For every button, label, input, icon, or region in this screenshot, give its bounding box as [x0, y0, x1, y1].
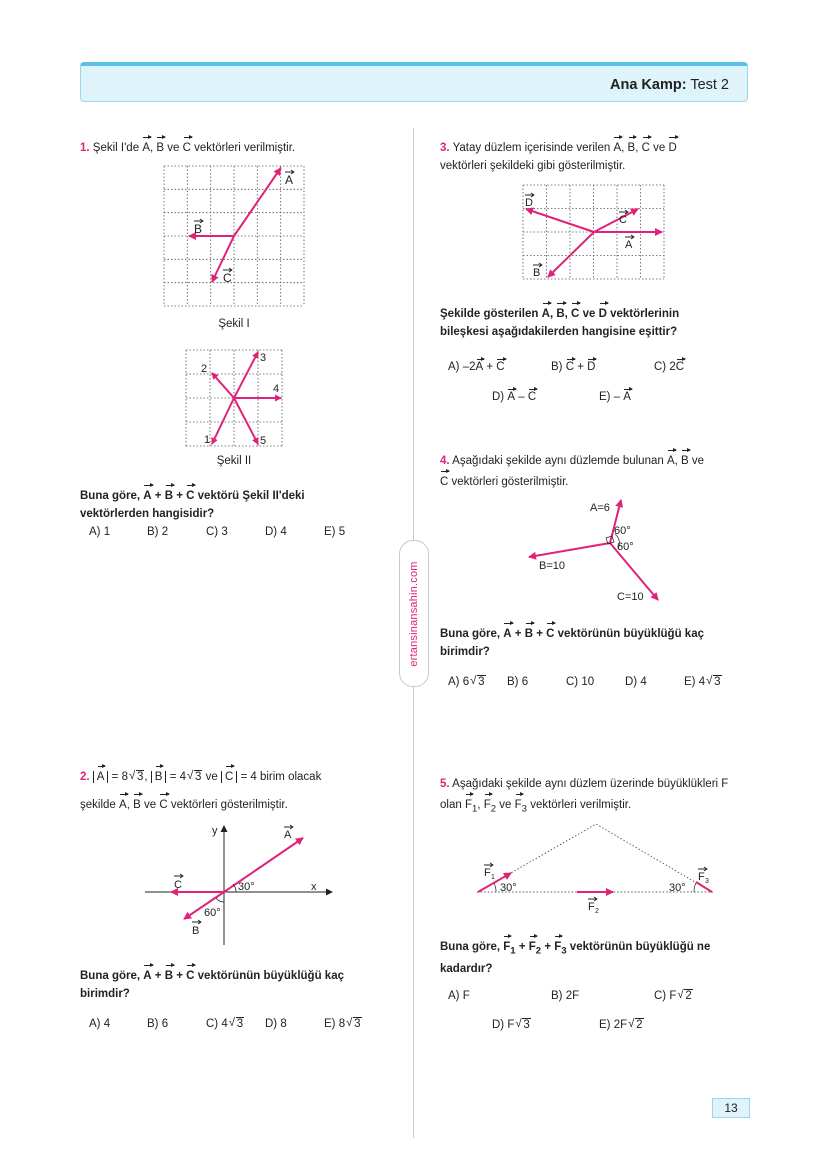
q1-option-a[interactable]: A) 1 — [89, 526, 111, 538]
label-b: B — [194, 222, 203, 236]
q5-figure — [470, 818, 720, 922]
label-b: B — [192, 925, 200, 937]
vector-b — [548, 232, 594, 277]
q3-option-a[interactable]: A) –2A + C — [448, 358, 505, 373]
svg-text:1: 1 — [491, 874, 495, 881]
vector-3 — [234, 352, 258, 398]
label-a: A=6 — [590, 502, 610, 514]
vector-5 — [234, 398, 258, 444]
q5-intro: 5. Aşağıdaki şekilde aynı düzlem üzerinde büyüklükleri F olan $F_1$, $F_2$ ve $F_3$ vektörleri verilmiştir. — [440, 778, 729, 815]
angle-right: 30° — [669, 882, 686, 894]
q2-option-c[interactable]: C) 4√ 3 — [206, 1018, 244, 1030]
page-header — [80, 62, 748, 102]
label-f1: F — [484, 867, 491, 879]
q2-figure — [140, 820, 340, 950]
q4-question: Buna göre, A + B + C vektörünün büyüklüğü kaç birimdir? — [440, 622, 760, 661]
q2-option-e[interactable]: E) 8√ 3 — [324, 1018, 362, 1030]
figure-2-caption: Şekil II — [216, 455, 252, 467]
label-d: D — [525, 197, 533, 209]
q1-option-d[interactable]: D) 4 — [265, 526, 287, 538]
q2-option-a[interactable]: A) 4 — [89, 1018, 111, 1030]
label-c: C — [223, 271, 232, 285]
vector-2 — [212, 373, 234, 398]
label-3: 3 — [260, 352, 267, 364]
label-4: 4 — [273, 383, 280, 395]
q2-option-b[interactable]: B) 6 — [147, 1018, 169, 1030]
q3-option-c[interactable]: C) 2C — [654, 358, 684, 373]
angle-left: 30° — [500, 882, 517, 894]
q3-option-e[interactable]: E) – A — [599, 388, 631, 403]
svg-text:2: 2 — [595, 908, 599, 915]
q4-option-d[interactable]: D) 4 — [625, 676, 647, 688]
q5-option-d[interactable]: D) F√ 3 — [492, 1019, 531, 1031]
y-label: y — [212, 825, 218, 837]
q5-question: Buna göre, $F_1 + F_2 + F_3$ vektörünün büyüklüğü ne kadardır? — [440, 935, 760, 978]
label-5: 5 — [260, 435, 267, 447]
q1-option-c[interactable]: C) 3 — [206, 526, 228, 538]
q5-option-e[interactable]: E) 2F√ 2 — [599, 1019, 644, 1031]
vector-c — [594, 209, 638, 232]
q1-option-e[interactable]: E) 5 — [324, 526, 346, 538]
q1-question: Buna göre, A + B + C vektörü Şekil II'deki vektörlerden hangisidir? — [80, 484, 400, 523]
label-c: C — [174, 879, 182, 891]
vector-a — [224, 838, 303, 892]
label-c: C — [619, 214, 627, 226]
label-a: A — [625, 239, 633, 251]
angle-30: 30° — [238, 881, 255, 893]
angle-60: 60° — [204, 907, 221, 919]
q5-option-a[interactable]: A) F — [448, 990, 470, 1002]
label-c: C=10 — [617, 591, 644, 603]
vector-d — [526, 209, 594, 232]
x-label: x — [311, 881, 317, 893]
q1-option-b[interactable]: B) 2 — [147, 526, 169, 538]
q2-option-d[interactable]: D) 8 — [265, 1018, 287, 1030]
angle-2: 60° — [617, 541, 634, 553]
label-2: 2 — [201, 363, 208, 375]
q2-intro-line2: şekilde A, B ve C vektörleri gösterilmiştir. — [80, 793, 400, 814]
page-number: 13 — [712, 1098, 750, 1118]
q1-figure-1 — [158, 160, 310, 312]
label-1: 1 — [204, 434, 211, 446]
website-tag: ertansinansahin.com — [399, 540, 429, 687]
q4-option-c[interactable]: C) 10 — [566, 676, 595, 688]
test-title: Ana Kamp: Test 2 — [609, 77, 729, 93]
q1-intro: 1. Şekil I'de A, B ve C vektörleri verilmiştir. — [80, 136, 400, 157]
q2-intro: 2. A = 8√ 3, B = 4√ 3 ve C = 4 birim olacak — [80, 765, 400, 786]
label-a: A — [285, 173, 294, 187]
q3-figure — [518, 180, 668, 284]
q4-figure — [520, 492, 680, 608]
q2-question: Buna göre, A + B + C vektörünün büyüklüğü kaç birimdir? — [80, 964, 400, 1003]
label-b: B=10 — [539, 560, 565, 572]
label-f2: F — [588, 901, 595, 913]
q3-question: Şekilde gösterilen A, B, C ve D vektörlerinin bileşkesi aşağıdakilerden hangisine eşittir? — [440, 302, 760, 341]
label-f3: F — [698, 871, 705, 883]
q4-option-e[interactable]: E) 4√ 3 — [684, 676, 722, 688]
q4-option-b[interactable]: B) 6 — [507, 676, 529, 688]
q4-option-a[interactable]: A) 6√ 3 — [448, 676, 486, 688]
label-a: A — [284, 829, 292, 841]
svg-text:3: 3 — [705, 878, 709, 885]
q5-option-b[interactable]: B) 2F — [551, 990, 580, 1002]
angle-1: 60° — [614, 525, 631, 537]
q3-option-b[interactable]: B) C + D — [551, 358, 595, 373]
q5-option-c[interactable]: C) F√ 2 — [654, 990, 693, 1002]
vector-f3 — [696, 882, 712, 892]
q1-figure-2 — [181, 345, 287, 451]
vector-b — [529, 543, 610, 557]
q3-intro: 3. Yatay düzlem içerisinde verilen A, B, C ve D vektörleri şekildeki gibi gösterilmiştir. — [440, 136, 760, 175]
vector-1 — [212, 398, 234, 444]
q3-option-d[interactable]: D) A – C — [492, 388, 536, 403]
figure-1-caption: Şekil I — [218, 318, 250, 330]
q4-intro: 4. Aşağıdaki şekilde aynı düzlemde bulunan A, B ve C vektörleri gösterilmiştir. — [440, 449, 760, 491]
label-b: B — [533, 267, 541, 279]
